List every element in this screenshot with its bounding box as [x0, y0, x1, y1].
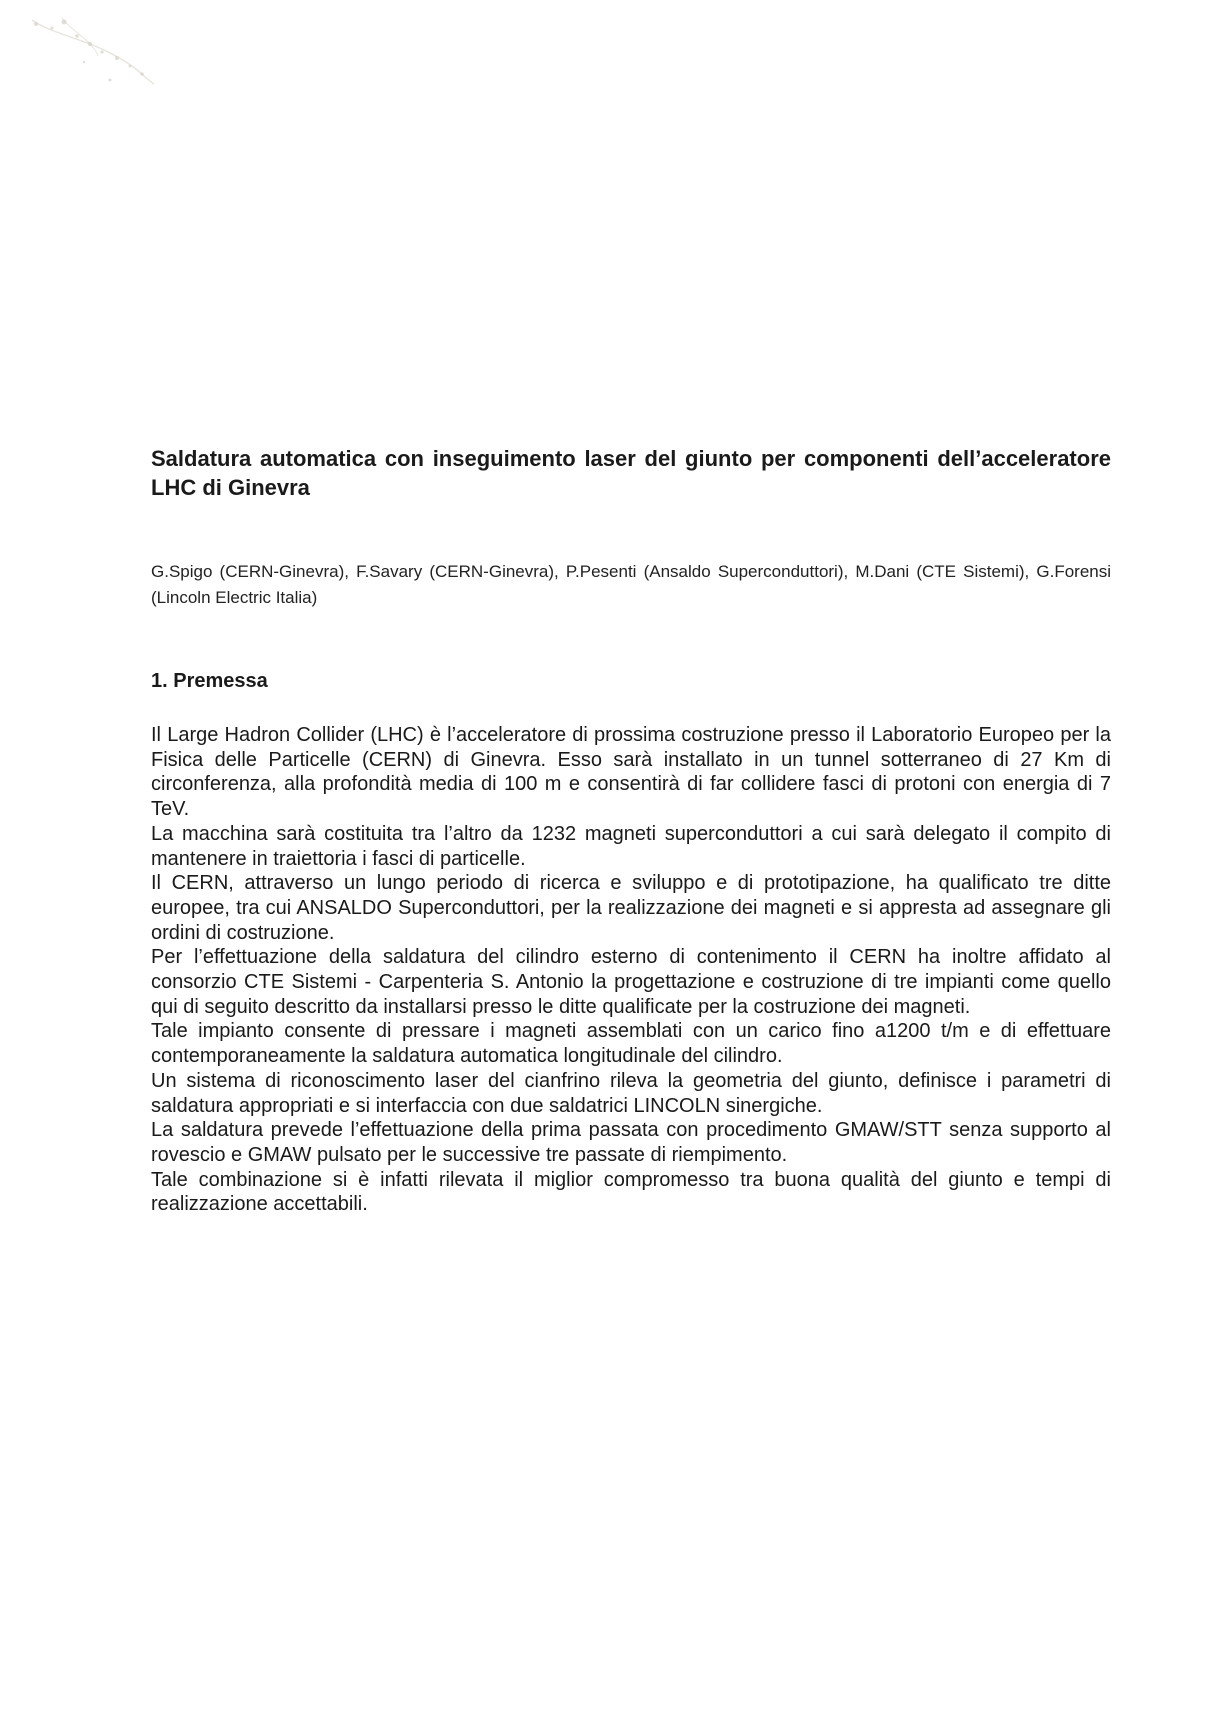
author-list: G.Spigo (CERN-Ginevra), F.Savary (CERN-Ginevra), P.Pesenti (Ansaldo Superconduttori), M.Dani (CTE Sistemi), G.Forensi (Lincoln Electric Italia): [151, 562, 1111, 607]
section-body: [151, 723, 1111, 1217]
page-content: [151, 444, 1111, 1217]
paragraph: La saldatura prevede l’effettuazione della prima passata con procedimento GMAW/STT senza supporto al rovescio e GMAW pulsato per le successive tre passate di riempimento.: [151, 1119, 1111, 1166]
scan-smudge: [22, 14, 162, 94]
paragraph: La macchina sarà costituita tra l’altro da 1232 magneti superconduttori a cui sarà delegato il compito di mantenere in traiettoria i fasci di particelle.: [151, 822, 1111, 870]
paragraph: Tale combinazione si è infatti rilevata il miglior compromesso tra buona qualità del giunto e tempi di realizzazione accettabili.: [151, 1168, 1111, 1216]
section-heading: 1. Premessa: [151, 670, 268, 692]
paragraph: Tale impianto consente di pressare i magneti assemblati con un carico fino a1200 t/m e di effettuare contemporaneamente la saldatura automatica longitudinale del cilindro.: [151, 1020, 1111, 1068]
paragraph: Per l’effettuazione della saldatura del cilindro esterno di contenimento il CERN ha inoltre affidato al consorzio CTE Sistemi - Carpenteria S. Antonio la progettazione e costruzione di tre impianti come quello qui di seguito descritto da installarsi presso le ditte qualificate per la costruzione dei magneti.: [151, 946, 1111, 1018]
paragraph: Un sistema di riconoscimento laser del cianfrino rileva la geometria del giunto, definisce i parametri di saldatura appropriati e si interfaccia con due saldatrici LINCOLN sinergiche.: [151, 1069, 1111, 1117]
paragraph: Il CERN, attraverso un lungo periodo di ricerca e sviluppo e di prototipazione, ha qualificato tre ditte europee, tra cui ANSALDO Superconduttori, per la realizzazione dei magneti e si appresta ad assegnare gli ordini di costruzione.: [151, 872, 1111, 944]
document-title: Saldatura automatica con inseguimento laser del giunto per componenti dell’acceleratore LHC di Ginevra: [151, 446, 1111, 500]
paragraph: Il Large Hadron Collider (LHC) è l’acceleratore di prossima costruzione presso il Laboratorio Europeo per la Fisica delle Particelle (CERN) di Ginevra. Esso sarà installato in un tunnel sotterraneo di 27 Km di circonferenza, alla profondità media di 100 m e consentirà di far collidere fasci di protoni con energia di 7 TeV.: [151, 724, 1111, 821]
